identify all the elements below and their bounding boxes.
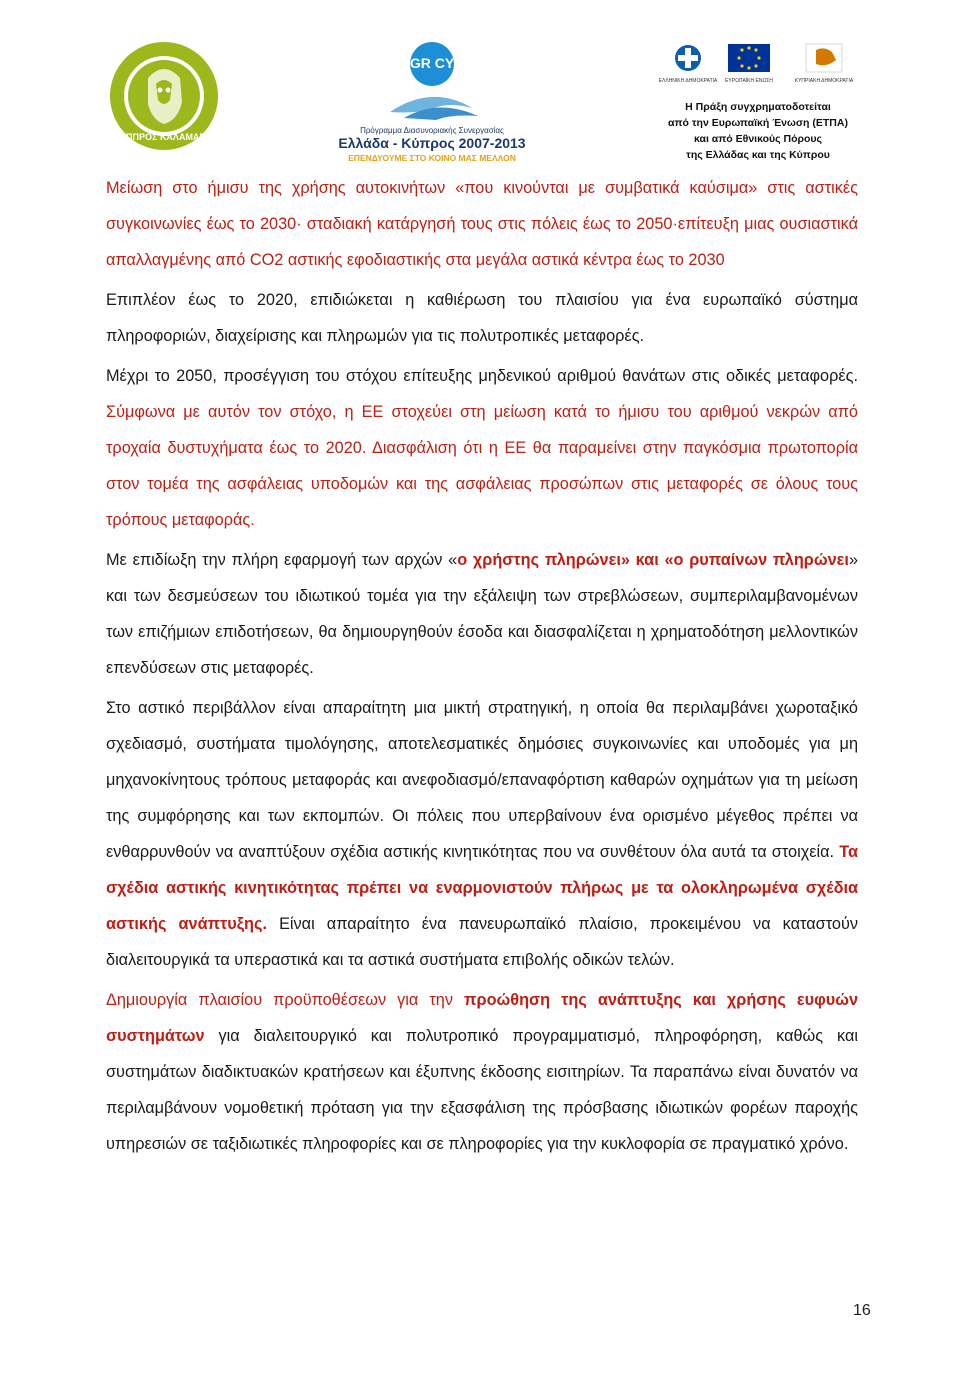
urban-mobility-highlight: Τα σχέδια αστικής κινητικότητας πρέπει να εναρμονιστούν πλήρως με τα ολοκληρωμένα σχέδια αστικής ανάπτυξης. — [106, 843, 858, 933]
grcy-line1: Πρόγραμμα Διασυνοριακής Συνεργασίας — [360, 126, 504, 135]
road-safety-goal: Μέχρι το 2050, προσέγγιση του στόχου επίτευξης μηδενικού αριθμού θανάτων στις οδικές μεταφορές. — [106, 367, 858, 385]
paragraph-road-safety — [106, 358, 858, 538]
cyprus-emblem-icon — [806, 44, 842, 72]
funding-line-4: της Ελλάδας και της Κύπρου — [686, 149, 830, 161]
document-body — [106, 170, 858, 1162]
user-pays-principles: ο χρήστης πληρώνει» και «ο ρυπαίνων πληρώνει — [457, 551, 849, 569]
greek-emblem-icon — [675, 45, 701, 71]
eu-flag-icon — [728, 44, 770, 72]
user-pays-rest: » και των δεσμεύσεων του ιδιωτικού τομέα για την εξάλειψη των στρεβλώσεων, συμπεριλαμβανομένων των επιζήμιων επιδοτήσεων, θα δημιουργηθούν έσοδα και διασφαλίζεται η χρηματοδότηση μελλοντικών επενδύσεων στις μεταφορές. — [106, 551, 858, 677]
funding-logos — [658, 40, 856, 166]
funding-line-2: από την Ευρωπαϊκή Ένωση (ΕΤΠΑ) — [668, 117, 848, 129]
road-safety-leadership: Διασφάλιση ότι η ΕΕ θα παραμείνει στην παγκόσμια πρωτοπορία στον τομέα της ασφάλειας υποδομών και της ασφάλειας προσώπων στις μεταφορές σε όλους τους τρόπους μεταφοράς. — [106, 439, 858, 529]
urban-mobility-rest: Είναι απαραίτητο ένα πανευρωπαϊκό πλαίσιο, προκειμένου να καταστούν διαλειτουργικά τα υπεραστικά και τα αστικά συστήματα επιβολής οδικών τελών. — [106, 915, 858, 969]
grcy-line3: ΕΠΕΝΔΥΟΥΜΕ ΣΤΟ ΚΟΙΝΟ ΜΑΣ ΜΕΛΛΟΝ — [348, 153, 516, 163]
paragraph-user-pays — [106, 542, 858, 686]
road-safety-eu-target: Σύμφωνα με αυτόν τον στόχο, η ΕΕ στοχεύει στη μείωση κατά το ήμισυ του αριθμού νεκρών από τροχαία δυστυχήματα έως το 2020. — [106, 403, 858, 457]
lapprosk-logo — [108, 40, 220, 152]
paragraph-information-system: Επιπλέον έως το 2020, επιδιώκεται η καθιέρωση του πλαισίου για ένα ευρωπαϊκό σύστημα πληροφοριών, διαχείρισης και πληρωμών για τις πολυτροπικές μεταφορές. — [106, 291, 858, 345]
page-number: 16 — [853, 1302, 871, 1319]
paragraph-urban-mobility — [106, 690, 858, 978]
paragraph-intelligent-systems — [106, 982, 858, 1162]
grcy-line2: Ελλάδα - Κύπρος 2007-2013 — [338, 135, 526, 151]
eu-caption: ΕΥΡΩΠΑΪΚΗ ΕΝΩΣΗ — [725, 78, 773, 84]
intelligent-systems-highlight: προώθηση της ανάπτυξης και χρήσης ευφυών συστημάτων — [106, 991, 859, 1045]
urban-mobility-intro: Στο αστικό περιβάλλον είναι απαραίτητη μια μικτή στρατηγική, η οποία θα περιλαμβάνει χωροταξικό σχεδιασμό, συστήματα τιμολόγησης, αποτελεσματικές δημόσιες συγκοινωνίες και υποδομές για μη μηχανοκίνητους τρόπους μεταφοράς και ανεφοδιασμό/επαναφόρτιση καθαρών οχημάτων για τη μείωση της συμφόρησης και των εκπομπών. Οι πόλεις που υπερβαίνουν ένα ορισμένο μέγεθος πρέπει να ενθαρρυνθούν να αναπτύξουν σχέδια αστικής κινητικότητας που να συνθέτουν όλα αυτά τα στοιχεία. — [106, 699, 858, 861]
intelligent-systems-rest: για διαλειτουργικό και πολυτροπικό προγραμματισμό, πληροφόρηση, καθώς και συστημάτων διαδικτυακών κρατήσεων και έξυπνης έκδοσης εισιτηρίων. Τα παραπάνω είναι δυνατόν να περιλαμβάνουν νομοθετική πρόταση για την εξασφάλιση της πρόσβασης ιδιωτικών φορέων παροχής υπηρεσιών σε ταξιδιωτικές πληροφορίες και σε πληροφορίες για την κυκλοφορία σε πραγματικό χρόνο. — [106, 1027, 858, 1153]
grcy-programme-logo — [322, 38, 542, 166]
cyprus-caption: ΚΥΠΡΙΑΚΗ ΔΗΜΟΚΡΑΤΙΑ — [794, 78, 854, 84]
user-pays-intro: Με επιδίωξη την πλήρη εφαρμογή των αρχών « — [106, 551, 458, 569]
funding-line-3: και από Εθνικούς Πόρους — [694, 133, 822, 145]
lapprosk-logo-text: ΛΑΠΠΡΟΣ ΚΑΛΑΜΑΡΙΑ — [113, 132, 215, 142]
grcy-badge-text: GR CY — [409, 55, 455, 71]
paragraph-car-reduction: Μείωση στο ήμισυ της χρήσης αυτοκινήτων «που κινούνται με συμβατικά καύσιμα» στις αστικές συγκοινωνίες έως το 2030· σταδιακή κατάργησή τους στις πόλεις έως το 2050·επίτευξη μιας ουσιαστικά απαλλαγμένης από CO2 αστικής εφοδιαστικής στα μεγάλα αστικά κέντρα έως το 2030 — [106, 179, 858, 269]
funding-line-1: Η Πράξη συγχρηματοδοτείται — [685, 101, 831, 113]
intelligent-systems-intro: Δημιουργία πλαισίου προϋποθέσεων για την — [106, 991, 465, 1009]
greek-caption: ΕΛΛΗΝΙΚΗ ΔΗΜΟΚΡΑΤΙΑ — [658, 78, 718, 84]
